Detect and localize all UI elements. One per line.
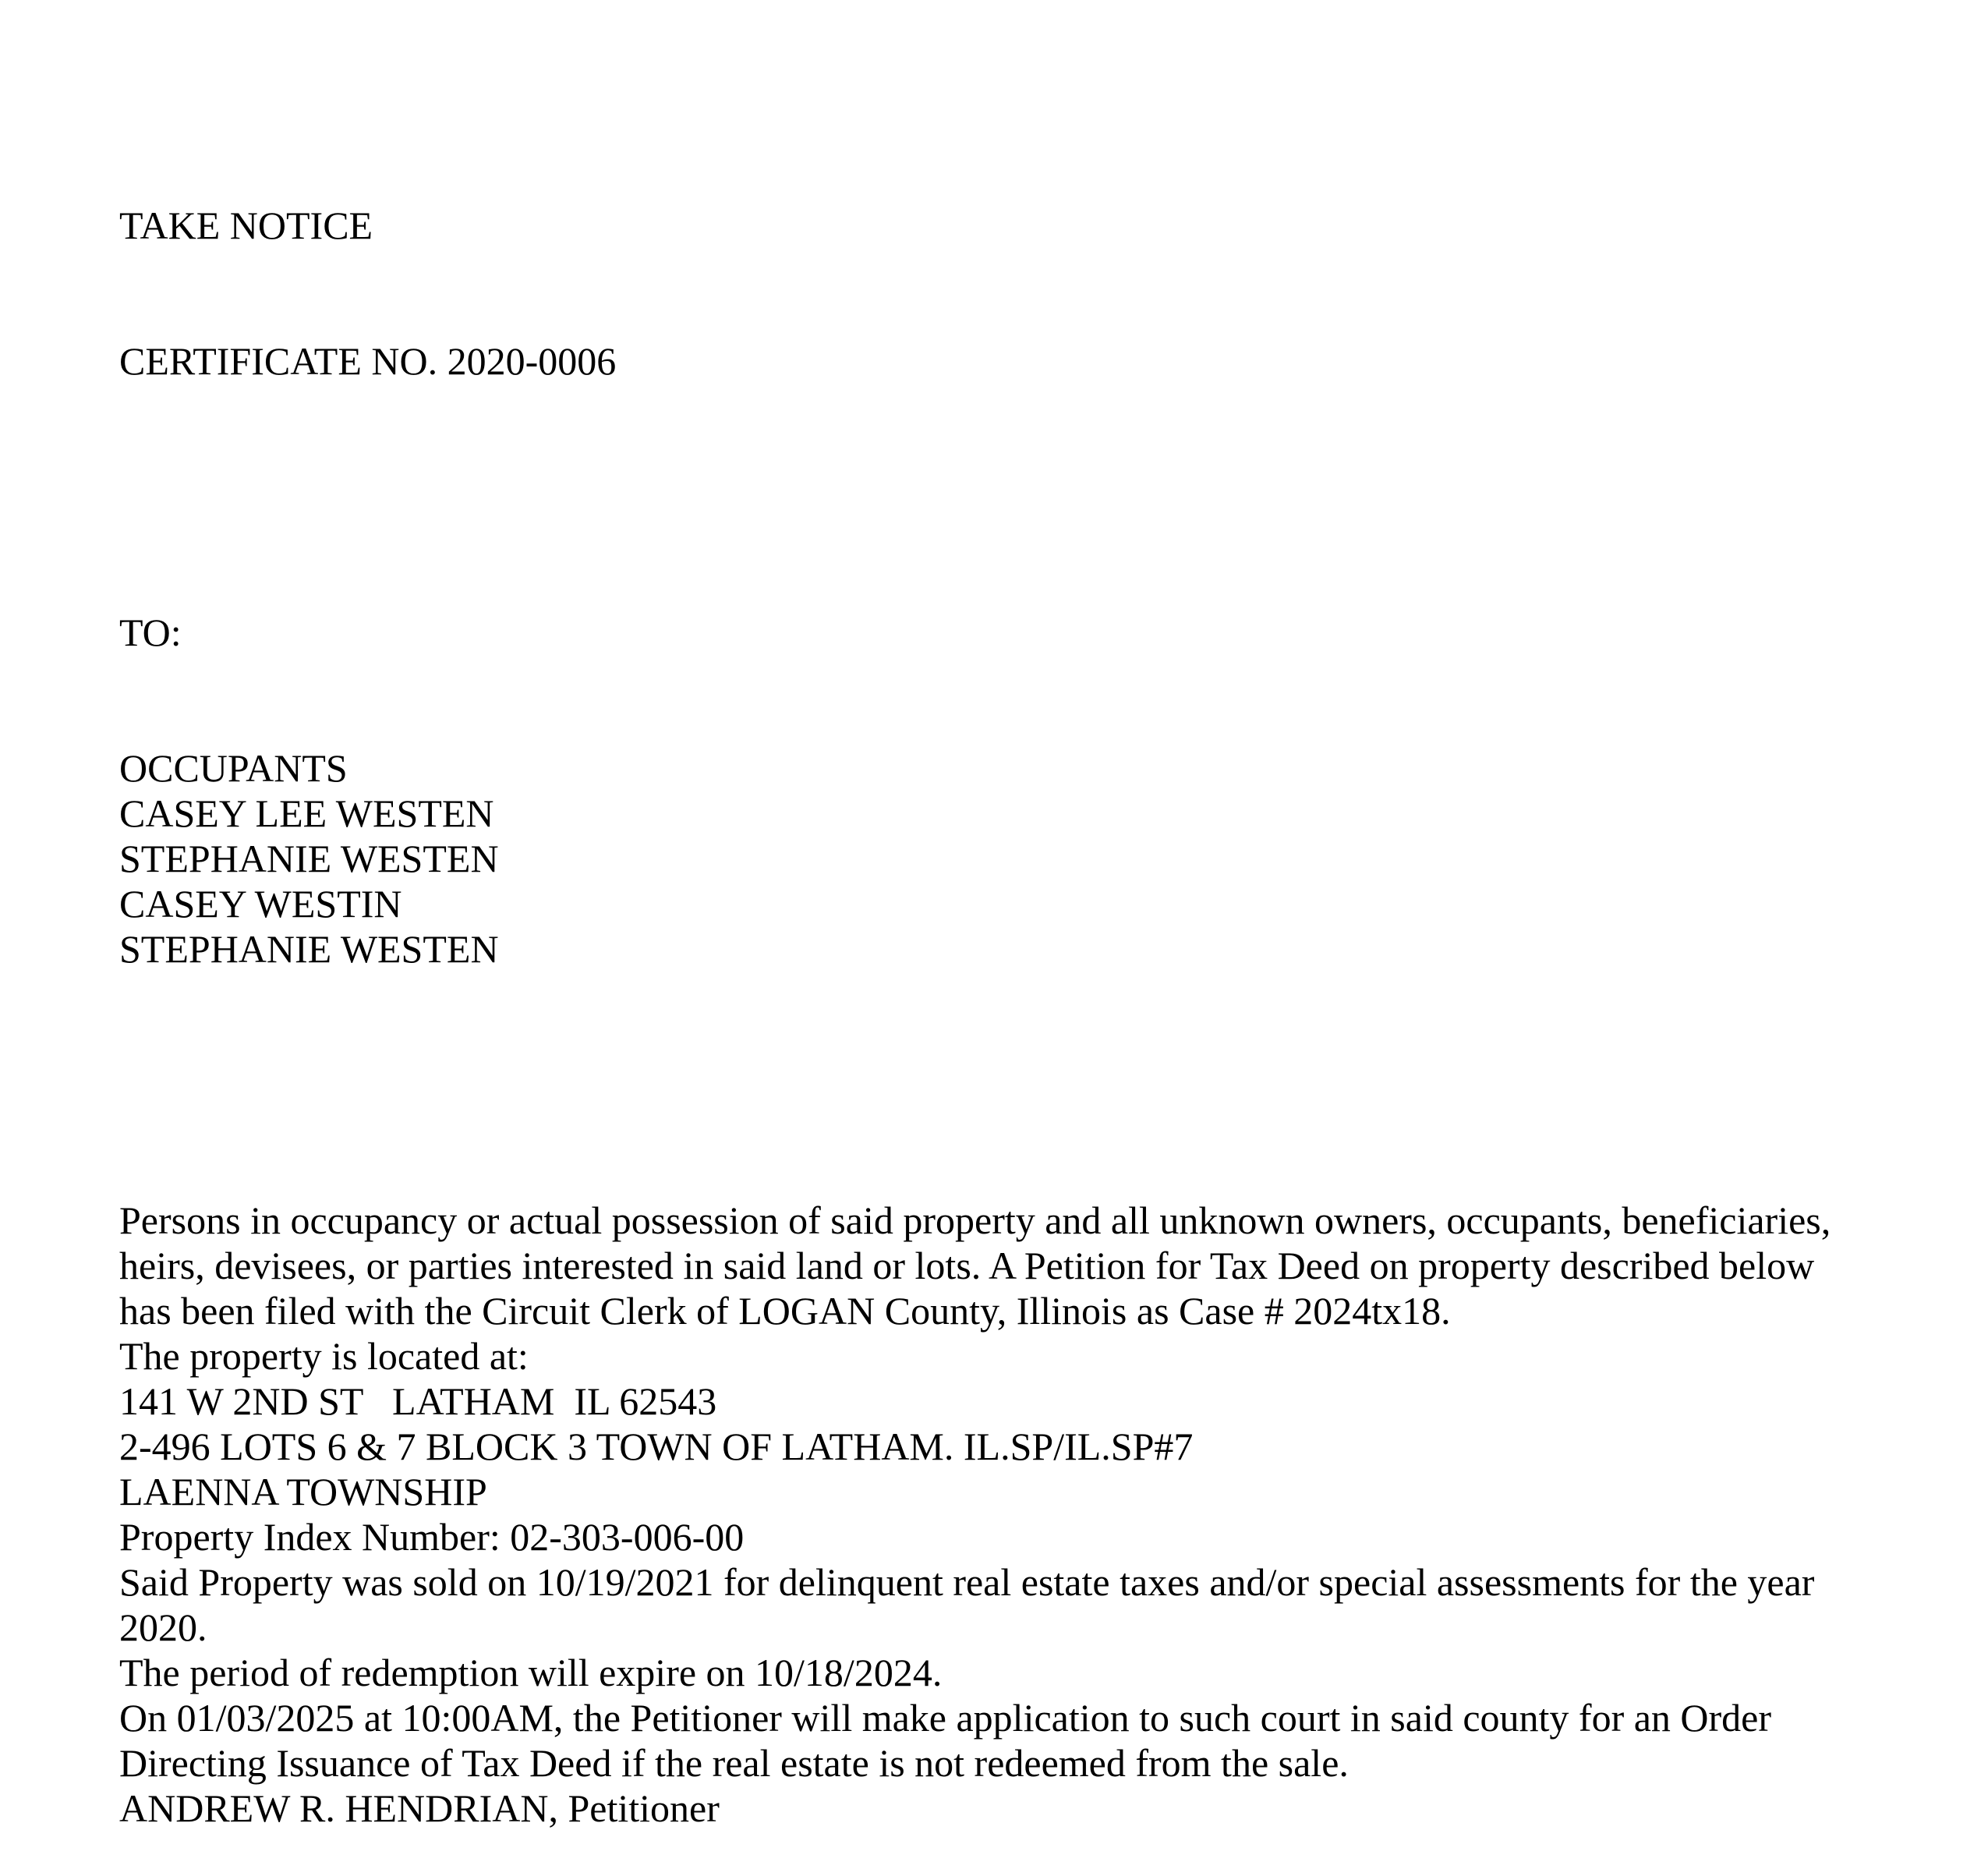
blank-line bbox=[119, 474, 1957, 519]
notice-body-line: Said Property was sold on 10/19/2021 for delinquent real estate taxes and/or special assessments for the year bbox=[119, 1560, 1815, 1604]
notice-body-line: heirs, devisees, or parties interested in said land or lots. A Petition for Tax Deed on property described below bbox=[119, 1244, 1815, 1287]
notice-body-line: The property is located at: bbox=[119, 1334, 529, 1378]
recipient-name: STEPHANIE WESTEN bbox=[119, 837, 499, 880]
recipient-name: CASEY LEE WESTEN bbox=[119, 791, 494, 835]
notice-title: TAKE NOTICE bbox=[119, 204, 373, 247]
recipient-list bbox=[119, 745, 1957, 972]
blank-line bbox=[119, 1062, 1957, 1107]
recipient-name: OCCUPANTS bbox=[119, 746, 348, 790]
to-label: TO: bbox=[119, 611, 182, 654]
notice-body-line: 2020. bbox=[119, 1605, 207, 1649]
notice-body-line: Persons in occupancy or actual possession of said property and all unknown owners, occupants, beneficiaries, bbox=[119, 1198, 1831, 1242]
recipient-name: STEPHANIE WESTEN bbox=[119, 927, 499, 971]
notice-body-line: LAENNA TOWNSHIP bbox=[119, 1470, 487, 1513]
notice-body-line: 141 W 2ND ST LATHAM IL 62543 bbox=[119, 1379, 717, 1423]
certificate-number-line: CERTIFICATE NO. 2020-0006 bbox=[119, 339, 617, 383]
notice-body-line: Directing Issuance of Tax Deed if the real estate is not redeemed from the sale. bbox=[119, 1741, 1349, 1785]
notice-body-line: 2-496 LOTS 6 & 7 BLOCK 3 TOWN OF LATHAM. IL.SP/IL.SP#7 bbox=[119, 1425, 1194, 1468]
notice-body bbox=[119, 1198, 1957, 1831]
notice-body-line: ANDREW R. HENDRIAN, Petitioner bbox=[119, 1786, 720, 1830]
notice-body-line: Property Index Number: 02-303-006-00 bbox=[119, 1515, 745, 1559]
notice-body-line: has been filed with the Circuit Clerk of LOGAN County, Illinois as Case # 2024tx18. bbox=[119, 1289, 1451, 1333]
notice-body-line: The period of redemption will expire on 10/18/2024. bbox=[119, 1651, 943, 1694]
notice-body-line: On 01/03/2025 at 10:00AM, the Petitioner will make application to such court in said county for an Order bbox=[119, 1696, 1772, 1740]
recipient-name: CASEY WESTIN bbox=[119, 882, 402, 926]
